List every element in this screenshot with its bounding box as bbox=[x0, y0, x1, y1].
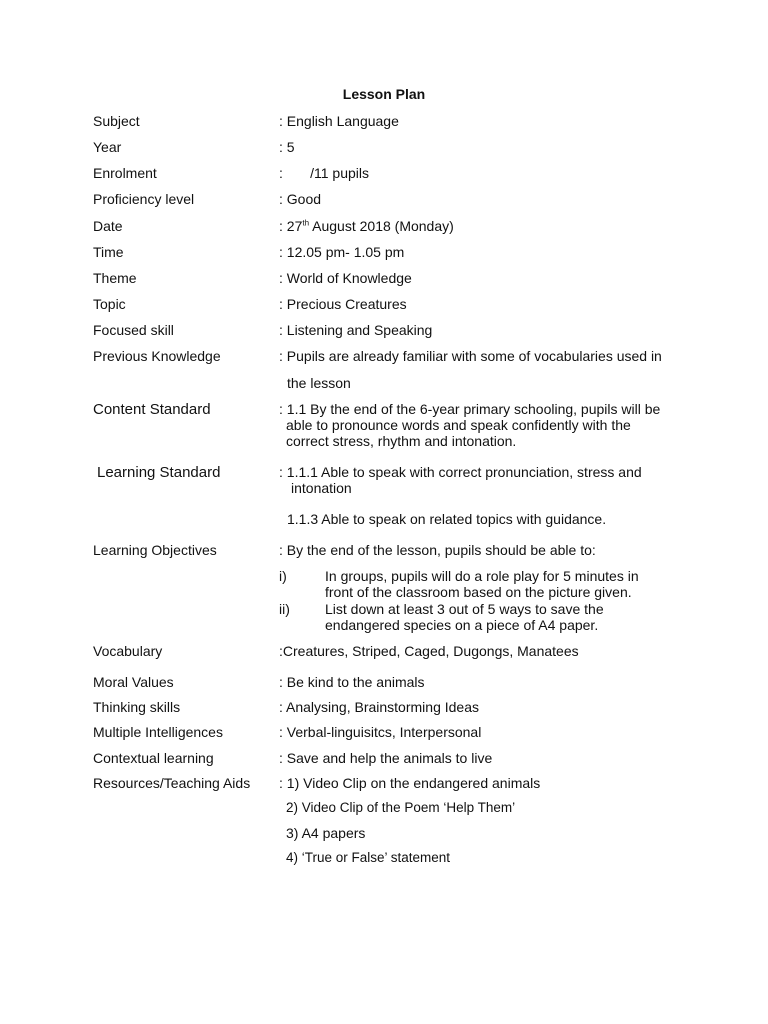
content-standard-line2: able to pronounce words and speak confidently with the bbox=[286, 417, 631, 433]
multiple-intelligences-value: : Verbal-linguisitcs, Interpersonal bbox=[279, 724, 482, 740]
subject-label: Subject bbox=[93, 113, 140, 129]
learning-objectives-intro: : By the end of the lesson, pupils should be able to: bbox=[279, 542, 596, 558]
enrolment-value: : /11 pupils bbox=[279, 165, 370, 181]
year-label: Year bbox=[93, 139, 122, 155]
date-value bbox=[279, 218, 454, 234]
date-prefix: : 27 bbox=[279, 218, 303, 234]
date-rest: August 2018 (Monday) bbox=[309, 218, 454, 234]
previous-knowledge-label: Previous Knowledge bbox=[93, 348, 221, 364]
resource-item: : 1) Video Clip on the endangered animals bbox=[279, 775, 541, 791]
resource-item: 2) Video Clip of the Poem ‘Help Them’ bbox=[286, 800, 516, 815]
learning-standard-label: Learning Standard bbox=[97, 464, 221, 481]
objective-number: ii) bbox=[279, 601, 290, 617]
contextual-learning-label: Contextual learning bbox=[93, 750, 214, 766]
proficiency-label: Proficiency level bbox=[93, 191, 195, 207]
subject-value: : English Language bbox=[279, 113, 399, 129]
content-standard-line1: : 1.1 By the end of the 6-year primary schooling, pupils will be bbox=[279, 401, 661, 417]
proficiency-value: : Good bbox=[279, 191, 322, 207]
learning-standard-line2: intonation bbox=[291, 480, 352, 496]
date-label: Date bbox=[93, 218, 123, 234]
moral-values-value: : Be kind to the animals bbox=[279, 674, 425, 690]
vocabulary-label: Vocabulary bbox=[93, 643, 163, 659]
time-label: Time bbox=[93, 244, 124, 260]
resource-item: 4) ‘True or False’ statement bbox=[286, 850, 451, 865]
year-value: : 5 bbox=[279, 139, 295, 155]
focused-skill-label: Focused skill bbox=[93, 322, 174, 338]
objective-number: i) bbox=[279, 568, 287, 584]
multiple-intelligences-label: Multiple Intelligences bbox=[93, 724, 223, 740]
time-value: : 12.05 pm- 1.05 pm bbox=[279, 244, 405, 260]
resources-label: Resources/Teaching Aids bbox=[93, 775, 251, 791]
focused-skill-value: : Listening and Speaking bbox=[279, 322, 433, 338]
objective-line: front of the classroom based on the picture given. bbox=[325, 584, 632, 600]
objective-line: List down at least 3 out of 5 ways to save the bbox=[325, 601, 604, 617]
learning-standard-line1: : 1.1.1 Able to speak with correct pronunciation, stress and bbox=[279, 464, 642, 480]
date-suffix-sup: th bbox=[302, 218, 310, 228]
moral-values-label: Moral Values bbox=[93, 674, 174, 690]
learning-objectives-label: Learning Objectives bbox=[93, 542, 217, 558]
theme-value: : World of Knowledge bbox=[279, 270, 412, 286]
topic-value: : Precious Creatures bbox=[279, 296, 407, 312]
objective-line: endangered species on a piece of A4 paper. bbox=[325, 617, 599, 633]
content-standard-line3: correct stress, rhythm and intonation. bbox=[286, 433, 517, 449]
previous-knowledge-line2: the lesson bbox=[287, 375, 351, 391]
page-title: Lesson Plan bbox=[342, 86, 426, 102]
previous-knowledge-line1: : Pupils are already familiar with some of vocabularies used in bbox=[279, 348, 662, 364]
enrolment-label: Enrolment bbox=[93, 165, 157, 181]
vocabulary-value: :Creatures, Striped, Caged, Dugongs, Manatees bbox=[279, 643, 579, 659]
thinking-skills-label: Thinking skills bbox=[93, 699, 181, 715]
resource-item: 3) A4 papers bbox=[286, 825, 366, 841]
contextual-learning-value: : Save and help the animals to live bbox=[279, 750, 493, 766]
theme-label: Theme bbox=[93, 270, 137, 286]
objective-line: In groups, pupils will do a role play for 5 minutes in bbox=[325, 568, 639, 584]
content-standard-label: Content Standard bbox=[93, 401, 211, 418]
thinking-skills-value: : Analysing, Brainstorming Ideas bbox=[279, 699, 479, 715]
topic-label: Topic bbox=[93, 296, 126, 312]
learning-standard-line3: 1.1.3 Able to speak on related topics with guidance. bbox=[287, 511, 607, 527]
